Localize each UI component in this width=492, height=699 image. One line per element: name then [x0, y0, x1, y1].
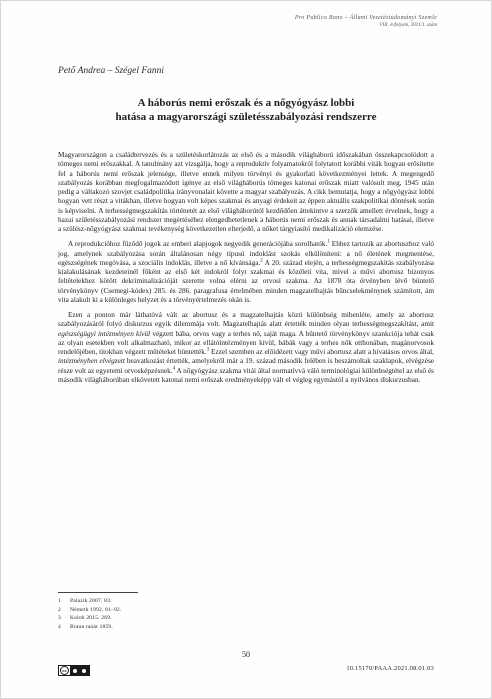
body-paragraph — [58, 151, 434, 234]
footnote — [58, 614, 358, 623]
footnote-number: 2 — [58, 606, 61, 613]
running-head — [257, 14, 437, 29]
text-segment: Magyarországon a családtervezés és a születéskorlátozás az első és a második világháború időszakában összekapcsolódott a tömeges nemi erőszakkal. A tanulmány azt vizsgálja, hogy a reproduktív folyamatokról folytatott korábbi viták hogyan erősítette fel a háborús nemi erőszak jelensége, illetve ennek milyen törvényi és gyakorlati következményei lettek. A megengedő szabályozás korábban megfogalmazódott igénye az első világháborús tömeges katonai erőszak miatt valósult meg, 1945 után pedig a váltakozó szovjet családpolitika irányvonalait követte a magyar szabályozás. A cikk bemutatja, hogy a nőgyógyász lobbi hogyan vett részt a vitákban, illetve hogyan volt képes szakmai és anyagi érdekeit az éppen aktuális szakpolitikai döntések során is képviselni. A terhességmegszakítás történetét az első világháborútól kezdődően áttekintve a szerzők amellett érvelnek, hogy a hazai születésszabályozási rendszer megértéséhez elengedhetetlenek a háborús nemi erőszak és annak társadalmi hatásai, illetve a szülész-nőgyógyász szakmai tevékenység következetlen elterjedő, a nőket tárgyiasító medikalizáció elemzése. — [58, 151, 434, 233]
text-segment: beavatkozást értették, amelyekről már a 19. század második felében is beszámoltak szaklapok, elvégzése része volt az egyetemi orvosképzésnek. — [58, 357, 434, 375]
text-segment: A 20. század elején, a terhességmegszakítás szabályozása kialakulásának kezdeteinél főként az első két indokról folyt szakmai és közéleti vita, mivel a művi abortusz bizonyos feltételekhez kötött dekriminalizációját szerette volna elérni az orvosi szakma. Az 1878 óta érvényben lévő büntető törvénykönyv (Csemegi-kódex) 285. és 286. paragrafusa értelmében minden magzatelhajtás bűncselekménynek számított, ám vita alakult ki a különleges helyzet és a törvényértelmezés okán is. — [58, 258, 434, 304]
text-segment: Ezen a ponton már láthatóvá vált az abortusz és a magzatelhajtás közti különbség mibenléte, amely az abortusz szabályozásáról folyó diskurzus egyik dilemmája volt. Magzatelhajtás alatt értették minden olyan terhességmegszakítást, amit — [58, 311, 434, 329]
text-segment: végzett bába, orvos vagy a terhes nő, saját maga. A bűntető törvénykönyv szankciója tehát csak az olyan esetekben volt alkalmazható, mikor az ellátóintézményen kívül, bábák vagy a terhes nők otthonában, magánorvosok rendelőjében, titokban végzett műtéteket büntették. — [58, 329, 435, 356]
nc-icon — [82, 669, 86, 673]
article-authors: Pető Andrea – Szégel Fanni — [58, 66, 165, 76]
footnote — [58, 606, 358, 615]
text-segment: Ehhez tartozik az abortuszhoz való jog, amelynek szabályozása során általánosan négy típusú indoklást szokás elkülöníteni: a nő életének megmentése, egészségének megóvása, a szociális indoklás, illetve a nő kívánsága. — [58, 240, 434, 267]
article-body — [58, 151, 434, 391]
emphasized-text: intézményben elvégzett — [58, 357, 125, 366]
by-icon — [73, 669, 77, 673]
page-number: 50 — [242, 650, 250, 659]
footnote-ref[interactable]: 3 — [206, 347, 210, 353]
footnote-text: Németh 1992. 81–92. — [70, 606, 122, 613]
license-icons — [70, 666, 89, 675]
footnote-separator — [58, 592, 138, 593]
text-segment: Ezzel szemben az előidézett vagy művi abortusz alatt a hivatásos orvos által, — [209, 348, 434, 356]
footnote-number: 3 — [58, 615, 61, 621]
footnote — [58, 623, 358, 632]
body-paragraph — [58, 240, 434, 305]
emphasized-text: egészségügyi intézményen kívül — [58, 329, 151, 338]
cc-mark: cc — [60, 666, 69, 675]
journal-name: Pro Publico Bono – Állami Vezetéstudományi Szemle — [294, 15, 437, 21]
footnote-text: Braun tanár 1859. — [70, 623, 113, 630]
footnote-number: 4 — [58, 623, 61, 630]
footnote-text: Palazik 2007. 83. — [70, 598, 112, 604]
cc-license-badge[interactable] — [58, 665, 90, 676]
cc-logo-icon — [59, 666, 70, 675]
footnote-ref[interactable]: 1 — [327, 239, 330, 245]
journal-volume: VIII. évfolyam, 2021/1. szám — [379, 23, 437, 28]
footnote — [58, 597, 358, 606]
article-title — [58, 96, 434, 124]
title-line: hatása a magyarországi születésszabályozási rendszerre — [115, 111, 377, 123]
text-segment: A reprodukcióhoz fűződő jogok az emberi alapjogok negyedik generációjába sorolhatók. — [68, 240, 328, 249]
title-line: A háborús nemi erőszak és a nőgyógyász lobbi — [137, 97, 355, 109]
footnote-text: Koloh 2015. 269. — [70, 615, 112, 621]
body-paragraph — [58, 311, 434, 385]
doi-link[interactable]: 10.15170/PAAA.2021.08.01.03 — [346, 665, 434, 672]
footnotes — [58, 597, 358, 631]
footnote-ref[interactable]: 2 — [260, 258, 263, 264]
footnote-number: 1 — [58, 598, 61, 604]
text-segment: A nőgyógyász szakma vitái által normatívvá váló terminológiai különbségtétel az első és második világháborúban elkövetett katonai nemi erőszak eredményeképp vált el végleg egymástól a nyilvános diskurzusban. — [58, 366, 435, 384]
footnote-ref[interactable]: 4 — [172, 366, 176, 372]
